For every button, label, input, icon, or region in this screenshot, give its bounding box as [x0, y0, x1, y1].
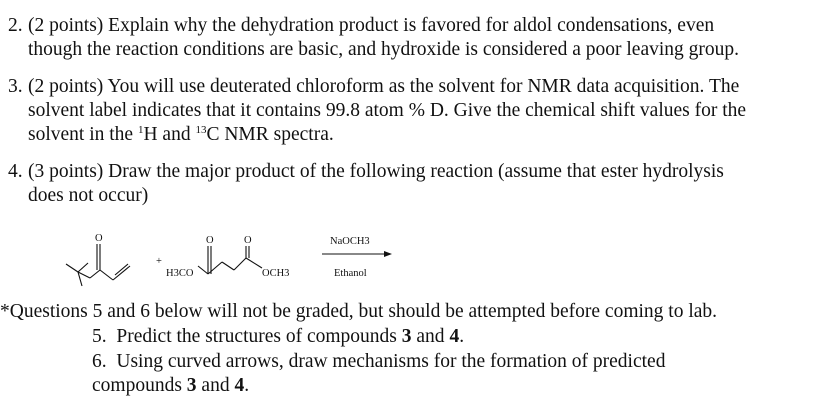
- question-text-line: (2 points) You will use deuterated chloroform as the solvent for NMR data acquisition. The: [28, 76, 740, 97]
- question-text-line: solvent label indicates that it contains 99.8 atom % D. Give the chemical shift values for the: [28, 100, 747, 121]
- bond: [246, 258, 262, 268]
- bond: [222, 262, 234, 270]
- text-fragment: Using curved arrows, draw mechanisms for the formation of predicted: [116, 351, 666, 372]
- text-fragment: and: [411, 326, 450, 347]
- bond: [90, 270, 100, 278]
- atom-label: O: [244, 235, 252, 246]
- reagent-label: NaOCH3: [330, 236, 370, 247]
- question-number: 4.: [8, 161, 23, 182]
- question-6-line-2: [92, 374, 249, 398]
- question-text-line: though the reaction conditions are basic, and hydroxide is considered a poor leaving group.: [28, 39, 740, 60]
- compound-number: 3: [186, 375, 197, 396]
- question-number: 2.: [8, 15, 23, 36]
- text-fragment: solvent in the: [28, 124, 138, 145]
- bond: [78, 263, 88, 272]
- text-fragment: .: [244, 375, 250, 396]
- question-4: [8, 160, 816, 208]
- text-fragment: compounds: [92, 375, 187, 396]
- text-fragment: .: [459, 326, 465, 347]
- question-number: 6.: [92, 351, 107, 372]
- plus-sign: +: [156, 256, 162, 267]
- question-3: [8, 75, 816, 147]
- atom-label: H3CO: [166, 268, 194, 279]
- question-text-line: (3 points) Draw the major product of the following reaction (assume that ester hydrolysis: [28, 161, 724, 182]
- solvent-label: Ethanol: [334, 268, 367, 279]
- question-2: [8, 14, 816, 62]
- bond: [100, 270, 113, 280]
- atom-label: O: [95, 233, 103, 244]
- text-fragment: H and: [143, 124, 196, 145]
- bond: [208, 262, 222, 274]
- question-text-line: does not occur): [28, 185, 149, 206]
- question-6: [92, 350, 665, 374]
- bond: [234, 258, 246, 270]
- ungraded-note: *Questions 5 and 6 below will not be graded, but should be attempted before coming to lab.: [0, 301, 718, 322]
- atom-label: O: [206, 235, 214, 246]
- question-number: 5.: [92, 326, 107, 347]
- compound-number: 3: [401, 326, 412, 347]
- question-text-line: (2 points) Explain why the dehydration product is favored for aldol condensations, even: [28, 15, 715, 36]
- text-fragment: C NMR spectra.: [206, 124, 334, 145]
- superscript: 1: [137, 124, 144, 136]
- arrowhead: [384, 251, 392, 257]
- bond: [113, 266, 130, 280]
- bond: [66, 264, 78, 272]
- text-fragment: Predict the structures of compounds: [116, 326, 402, 347]
- bond: [198, 266, 208, 274]
- question-text-line: [8, 123, 816, 147]
- text-fragment: and: [196, 375, 235, 396]
- compound-number: 4: [234, 375, 245, 396]
- question-5: [92, 325, 464, 349]
- atom-label: OCH3: [262, 268, 290, 279]
- superscript: 13: [195, 124, 207, 136]
- compound-number: 4: [449, 326, 460, 347]
- question-number: 3.: [8, 76, 23, 97]
- reaction-scheme: [0, 224, 420, 290]
